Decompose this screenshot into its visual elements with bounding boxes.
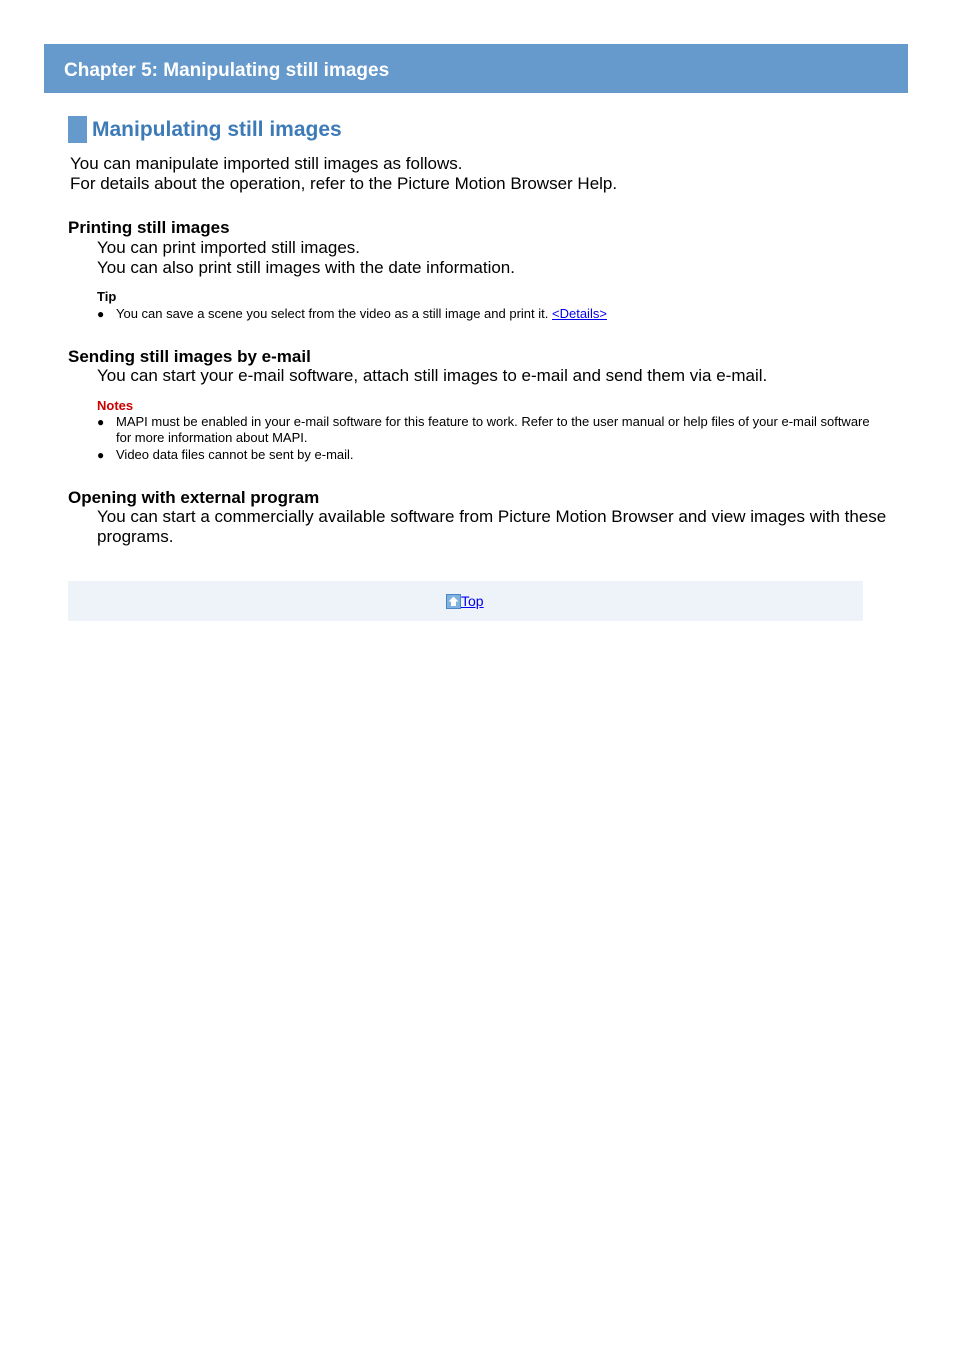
bullet-icon: ● <box>97 307 105 321</box>
section-title-external: Opening with external program <box>68 488 320 507</box>
section-body-email: You can start your e-mail software, attach still images to e-mail and send them via e-mail. <box>97 366 768 385</box>
notes-item-text: MAPI must be enabled in your e-mail software for this feature to work. Refer to the user manual or help files of your e-mail software for more information about MAPI. <box>116 414 870 445</box>
section-body-printing <box>97 238 515 278</box>
home-arrow-icon <box>446 594 461 609</box>
heading-marker-icon <box>68 116 87 143</box>
chapter-title: Chapter 5: Manipulating still images <box>64 60 390 81</box>
notes-list <box>97 414 887 464</box>
list-item <box>97 447 887 463</box>
printing-line-1: You can print imported still images. <box>97 238 361 257</box>
printing-line-2: You can also print still images with the date information. <box>97 258 515 277</box>
notes-label: Notes <box>97 398 134 413</box>
list-item <box>97 306 877 322</box>
page-heading <box>68 116 342 143</box>
bullet-icon: ● <box>97 415 105 429</box>
intro-text <box>70 154 617 194</box>
page-title: Manipulating still images <box>92 118 342 141</box>
list-item <box>97 414 887 446</box>
section-title-email: Sending still images by e-mail <box>68 347 311 366</box>
tip-list <box>97 306 877 323</box>
intro-line-1: You can manipulate imported still images as follows. <box>70 154 463 173</box>
bullet-icon: ● <box>97 448 105 462</box>
tip-label: Tip <box>97 289 117 304</box>
details-link[interactable]: <Details> <box>552 306 607 321</box>
tip-item-text: You can save a scene you select from the video as a still image and print it. <box>116 306 549 321</box>
footer-bar <box>68 581 863 621</box>
chapter-header-bar <box>44 44 908 93</box>
top-link[interactable] <box>446 593 484 609</box>
section-title-printing: Printing still images <box>68 218 230 237</box>
intro-line-2: For details about the operation, refer to the Picture Motion Browser Help. <box>70 174 618 193</box>
section-body-external: You can start a commercially available software from Picture Motion Browser and view images with these programs. <box>97 507 887 546</box>
notes-item-text: Video data files cannot be sent by e-mail. <box>116 447 354 462</box>
top-link-label[interactable]: Top <box>461 593 484 609</box>
